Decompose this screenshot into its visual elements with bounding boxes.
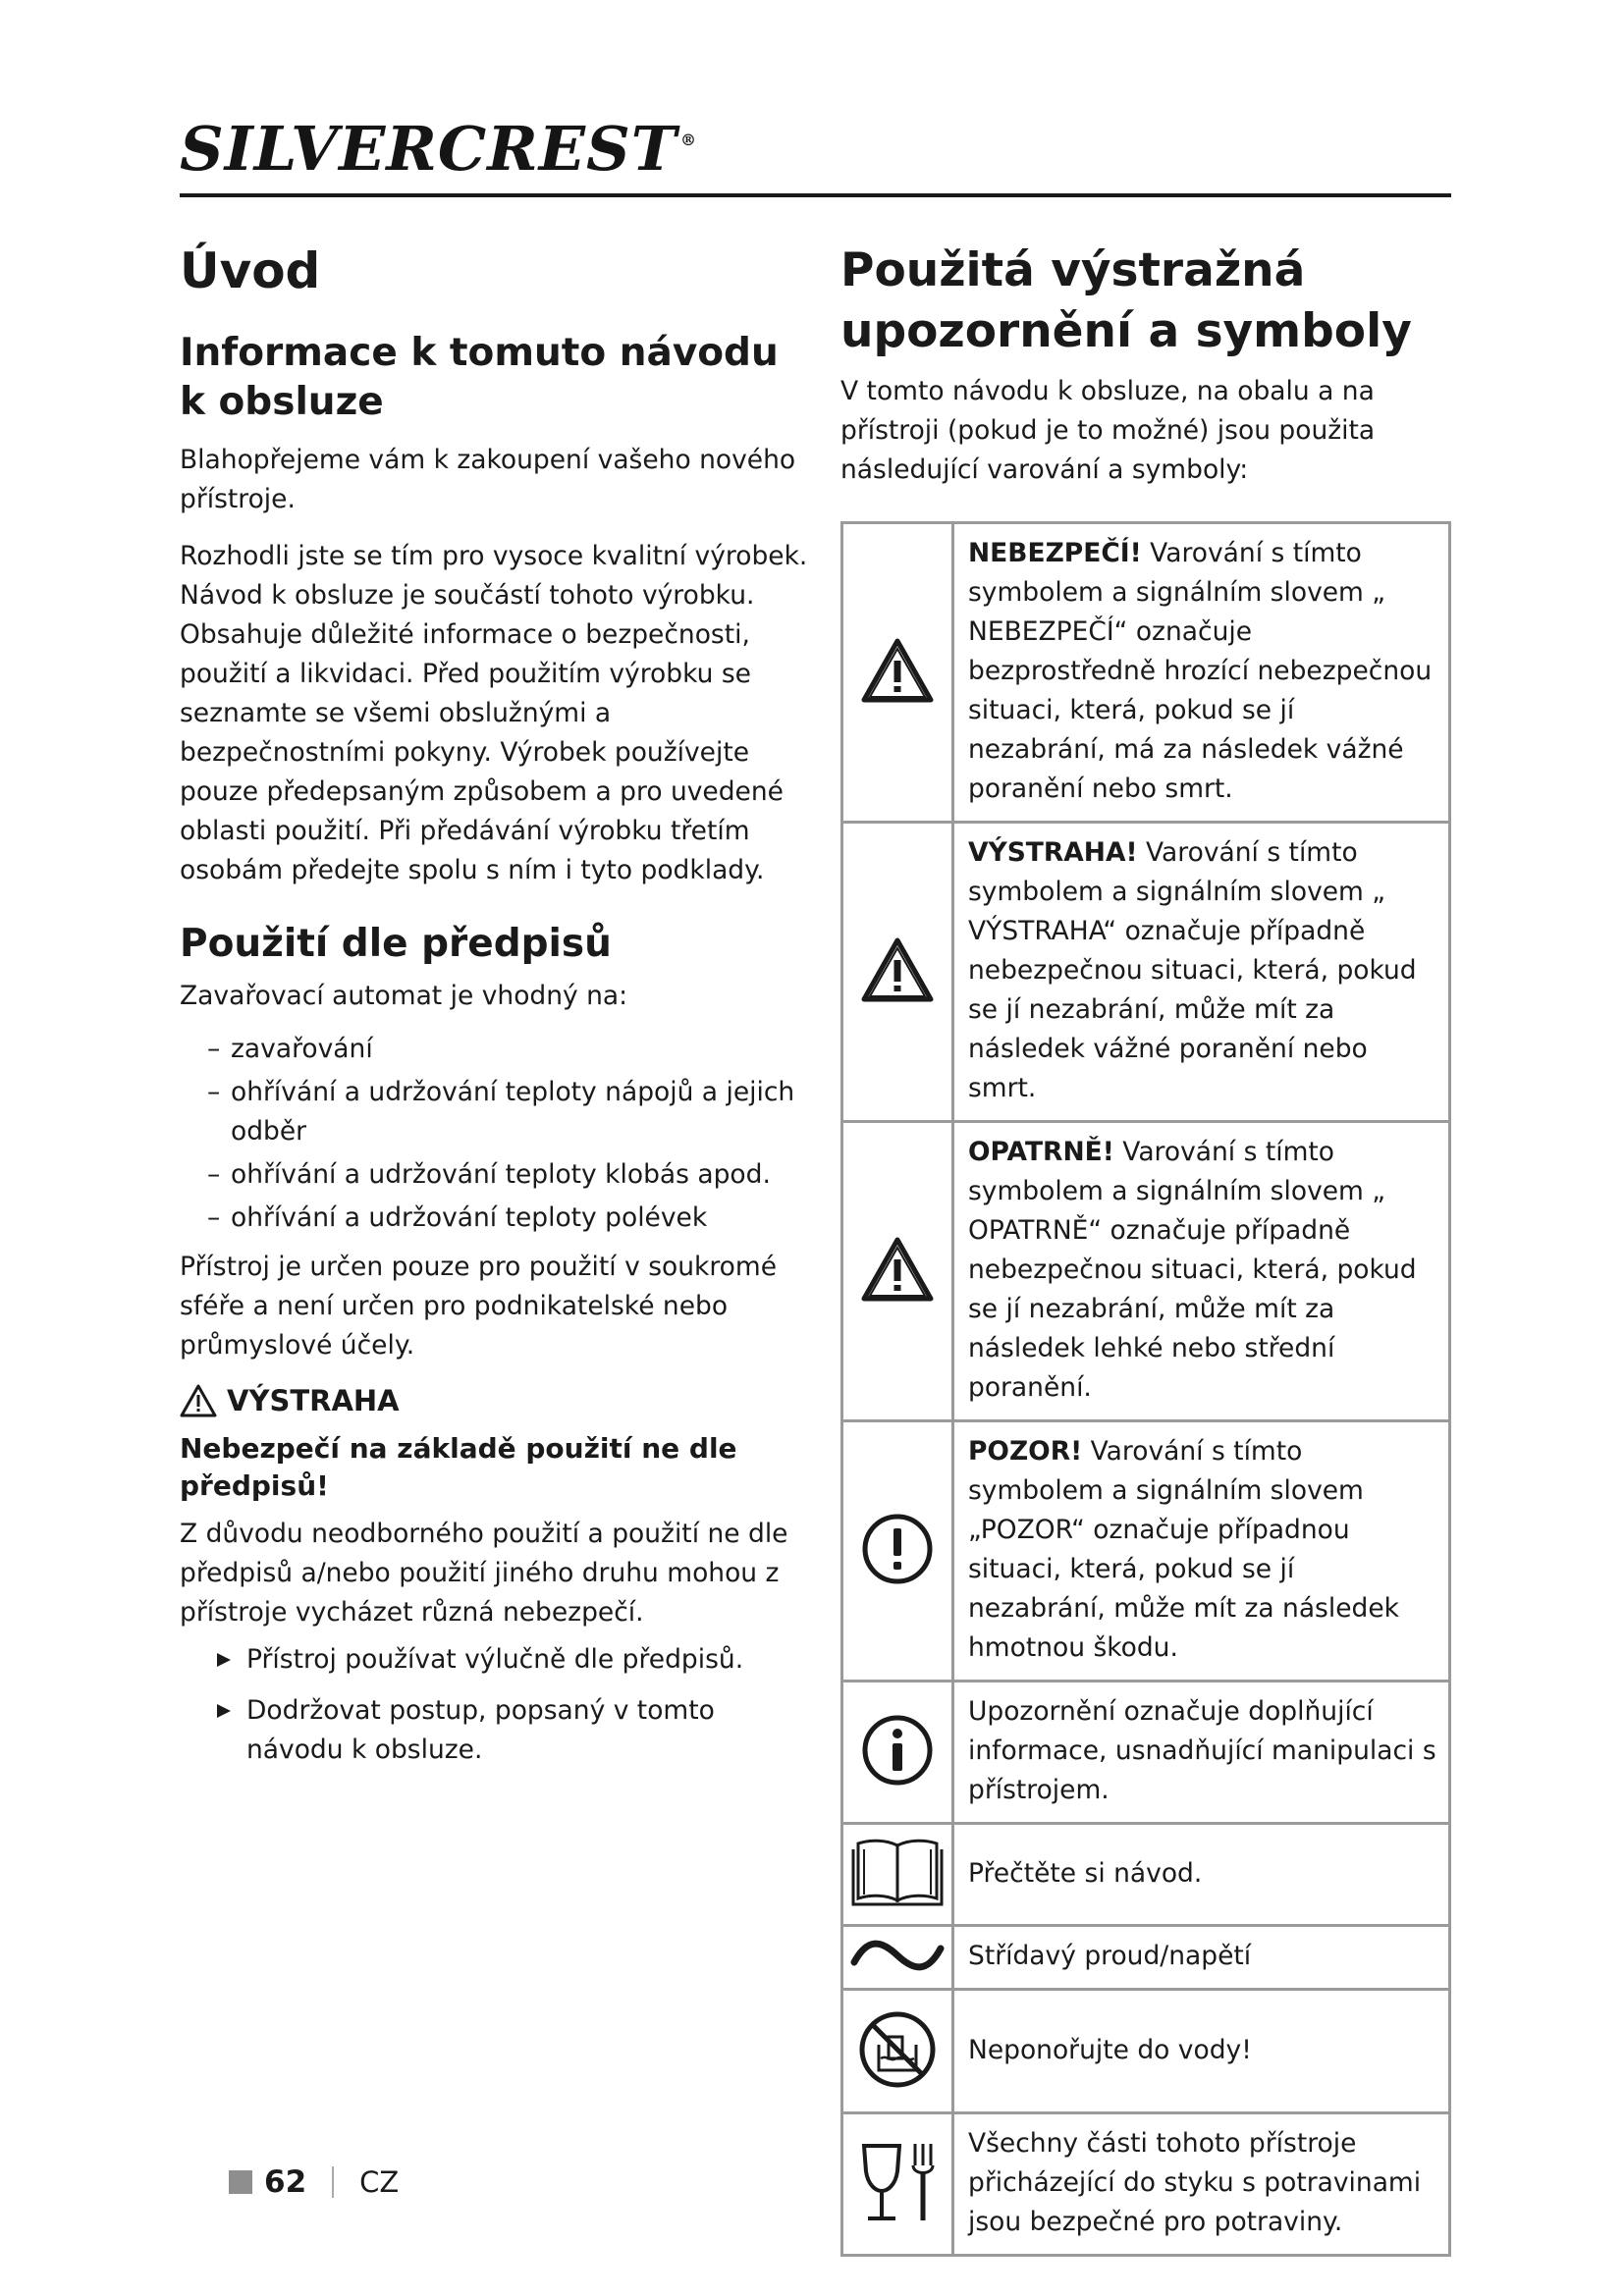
warning-label: VÝSTRAHA — [227, 1384, 400, 1417]
warning-text: Z důvodu neodborného použití a použití ne dle předpisů a/nebo použití jiného druhu mohou z přístroje vycházet různá nebezpečí. — [180, 1519, 788, 1628]
food-safe-icon — [856, 2136, 939, 2228]
warning-triangle-icon — [180, 1384, 217, 1417]
symbol-description: Přečtěte si návod. — [968, 1857, 1203, 1889]
footer-square-icon — [229, 2170, 252, 2194]
left-column — [180, 240, 808, 1782]
table-row — [842, 1926, 1450, 1990]
bullet-arrow-icon — [217, 1653, 231, 1667]
table-row — [842, 1122, 1450, 1421]
signal-word: POZOR! — [968, 1436, 1083, 1467]
list-item: – ohřívání a udržování teploty polévek — [211, 1199, 808, 1238]
table-row — [842, 523, 1450, 823]
section-title-intended-use: Použití dle předpisů — [180, 922, 612, 966]
table-row — [842, 2113, 1450, 2256]
symbol-description: Varování s tímto symbolem a signálním slovem „POZOR“ označuje případnou situaci, která, pokud se jí nezabrání, může mít za následek hmotnou škodu. — [968, 1436, 1399, 1663]
intended-use-list — [180, 1030, 808, 1238]
open-book-icon — [850, 1836, 945, 1910]
page-number: 62 — [264, 2164, 307, 2200]
table-row — [842, 1824, 1450, 1926]
alternating-current-icon — [850, 1939, 945, 1972]
list-item: – ohřívání a udržování teploty klobás apod. — [211, 1155, 808, 1195]
instruction-list — [180, 1640, 808, 1770]
signal-word: OPATRNĚ! — [968, 1137, 1114, 1167]
congrats-paragraph: Blahopřejeme vám k zakoupení vašeho nového přístroje. — [180, 445, 796, 514]
no-immersion-icon — [857, 2009, 938, 2090]
page-heading: Úvod — [180, 242, 321, 299]
symbols-table — [840, 521, 1451, 2257]
warning-title: Nebezpečí na základě použití ne dle předpisů! — [180, 1432, 737, 1502]
private-use-paragraph: Přístroj je určen pouze pro použití v soukromé sféře a není určen pro podnikatelské nebo průmyslové účely. — [180, 1252, 777, 1361]
brand-logo: SILVERCREST ® — [180, 113, 697, 185]
symbol-description: Střídavý proud/napětí — [968, 1941, 1252, 1971]
bullet-arrow-icon — [217, 1704, 231, 1718]
symbol-description: Varování s tímto symbolem a signálním slovem „ NEBEZPEČÍ“ označuje bezprostředně hrozící nebezpečnou situaci, která, pokud se jí nezabrání, má za následek vážné poranění nebo smrt. — [968, 538, 1433, 804]
language-code: CZ — [359, 2165, 400, 2199]
section-title-manual-info: Informace k tomuto návodu k obsluze — [180, 331, 779, 424]
intended-use-intro: Zavařovací automat je vhodný na: — [180, 981, 628, 1011]
right-column — [840, 240, 1451, 2257]
list-item: – zavařování — [211, 1030, 808, 1069]
exclamation-circle-icon — [861, 1513, 934, 1585]
warning-triangle-icon — [860, 637, 935, 704]
table-row — [842, 823, 1450, 1122]
registered-mark: ® — [679, 131, 697, 149]
symbol-description: Varování s tímto symbolem a signálním slovem „ VÝSTRAHA“ označuje případně nebezpečnou situaci, která, pokud se jí nezabrání, může mít za následek vážné poranění nebo smrt. — [968, 837, 1417, 1103]
table-row — [842, 1421, 1450, 1682]
symbol-description: Upozornění označuje doplňující informace, usnadňující manipulaci s přístrojem. — [968, 1696, 1436, 1805]
header-rule — [180, 193, 1451, 197]
instruction-item: Přístroj používat výlučně dle předpisů. — [217, 1640, 808, 1680]
signal-word: NEBEZPEČÍ! — [968, 538, 1142, 568]
info-circle-icon — [861, 1714, 934, 1787]
signal-word: VÝSTRAHA! — [968, 837, 1138, 868]
page-footer — [229, 2164, 399, 2200]
warning-triangle-icon — [860, 1236, 935, 1303]
instruction-item: Dodržovat postup, popsaný v tomto návodu k obsluze. — [217, 1691, 808, 1770]
warning-heading — [180, 1381, 808, 1420]
list-item: – ohřívání a udržování teploty nápojů a jejich odběr — [211, 1073, 808, 1151]
table-row — [842, 1682, 1450, 1824]
warning-triangle-icon — [860, 936, 935, 1003]
symbol-description: Všechny části tohoto přístroje přicházející do styku s potravinami jsou bezpečné pro potraviny. — [968, 2128, 1422, 2237]
symbols-heading: Použitá výstražná upozornění a symboly — [840, 243, 1412, 358]
footer-divider — [332, 2166, 334, 2198]
symbol-description: Neponořujte do vody! — [968, 2034, 1252, 2065]
symbol-description: Varování s tímto symbolem a signálním slovem „ OPATRNĚ“ označuje případně nebezpečnou situaci, která, pokud se jí nezabrání, může mít za následek lehké nebo střední poranění. — [968, 1137, 1417, 1403]
symbols-intro: V tomto návodu k obsluze, na obalu a na přístroji (pokud je to možné) jsou použita následující varování a symboly: — [840, 376, 1376, 485]
intro-paragraph: Rozhodli jste se tím pro vysoce kvalitní výrobek. Návod k obsluze je součástí tohoto výrobku. Obsahuje důležité informace o bezpečnosti, použití a likvidaci. Před použitím výrobku se seznamte se všemi obslužnými a bezpečnostními pokyny. Výrobek používejte pouze předepsaným způsobem a pro uvedené oblasti použití. Při předávání výrobku třetím osobám předejte spolu s ním i tyto podklady. — [180, 541, 808, 885]
table-row — [842, 1990, 1450, 2113]
